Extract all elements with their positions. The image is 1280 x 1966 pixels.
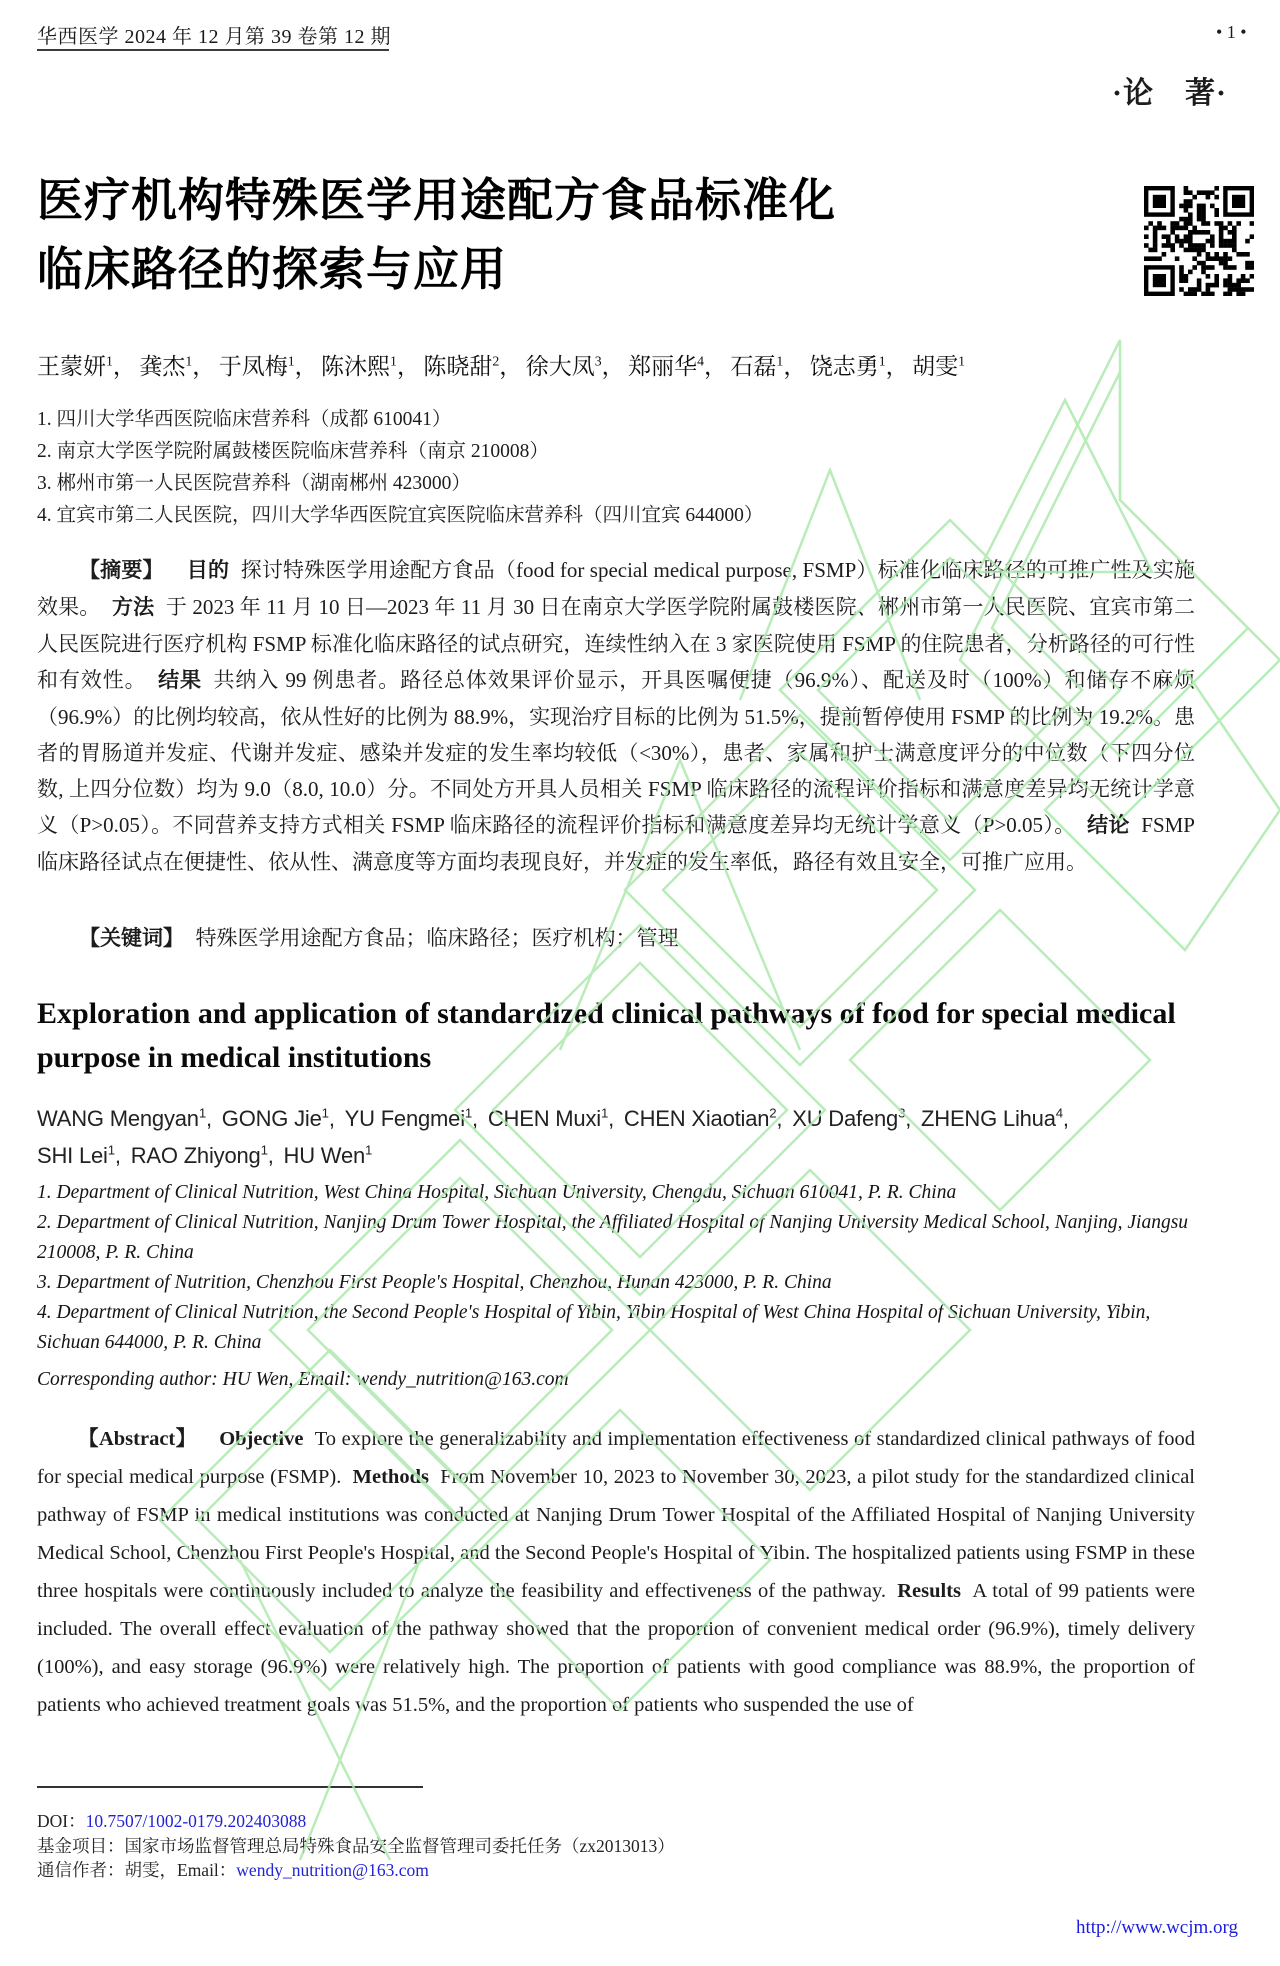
affiliations-cn bbox=[37, 404, 763, 532]
objective-text-en: To explore the generalizability and implementation effectiveness of standardized clinical pathways of food for special medical purpose (FSMP). bbox=[37, 1428, 1195, 1488]
keywords-cn bbox=[37, 922, 1195, 952]
doi-label: DOI： bbox=[37, 1811, 86, 1831]
author-en: CHEN Xiaotian$^2$, bbox=[623, 1105, 783, 1131]
author-en: RAO Zhiyong$^1$, bbox=[130, 1142, 274, 1168]
results-text-en: A total of 99 patients were included. The overall effect evaluation of the pathway showed that the proportion of convenient medical order (96.9%), timely delivery (100%), and easy storage (96.9%) were relatively high. The proportion of patients with good compliance was 88.9%, the proportion of patients who achieved treatment goals was 51.5%, and the proportion of patients who suspended the use of bbox=[37, 1580, 1195, 1716]
author-cn: 王蒙妍$^1$， bbox=[37, 353, 136, 379]
article-title-cn-line1: 医疗机构特殊医学用途配方食品标准化 bbox=[37, 174, 836, 226]
journal-url[interactable]: http://www.wcjm.org bbox=[1076, 1917, 1239, 1938]
conclusion-label-cn: 结论 bbox=[1087, 814, 1130, 837]
authors-en bbox=[37, 1100, 1207, 1174]
corresponding-label: 通信作者：胡雯，Email： bbox=[37, 1860, 237, 1880]
objective-label-en: Objective bbox=[219, 1428, 304, 1450]
article-title-cn-line2: 临床路径的探索与应用 bbox=[37, 243, 507, 295]
footnote-divider bbox=[37, 1786, 423, 1788]
footnotes bbox=[37, 1809, 675, 1883]
author-en: HU Wen$^1$ bbox=[283, 1142, 373, 1168]
affiliations-en bbox=[37, 1178, 1197, 1358]
author-cn: 石磊$^1$， bbox=[730, 353, 807, 379]
author-cn: 陈沐熙$^1$， bbox=[321, 353, 420, 379]
objective-text-cn: 探讨特殊医学用途配方食品（food for special medical purpose, FSMP）标准化临床路径的可推广性及实施效果。 bbox=[37, 558, 1196, 619]
author-en: XU Dafeng$^3$, bbox=[792, 1105, 912, 1131]
author-cn: 徐大凤$^3$， bbox=[525, 353, 625, 379]
affiliation-cn-item: 2. 南京大学医学院附属鼓楼医院临床营养科（南京 210008） bbox=[37, 441, 549, 462]
conclusion-text-cn: FSMP 临床路径试点在便捷性、依从性、满意度等方面均表现良好，并发症的发生率低，路径有效且安全，可推广应用。 bbox=[37, 813, 1195, 874]
keywords-text-cn: 特殊医学用途配方食品；临床路径；医疗机构；管理 bbox=[195, 926, 679, 950]
corresponding-author: Corresponding author: HU Wen, Email: wendy_nutrition@163.com bbox=[37, 1369, 569, 1390]
affiliation-en-item: 1. Department of Clinical Nutrition, West China Hospital, Sichuan University, Chengdu, Sichuan 610041, P. R. China bbox=[37, 1182, 957, 1203]
author-en: ZHENG Lihua$^4$, bbox=[921, 1105, 1069, 1131]
methods-label-en: Methods bbox=[352, 1466, 429, 1488]
author-cn: 陈晓甜$^2$， bbox=[423, 353, 523, 379]
authors-cn bbox=[37, 348, 965, 381]
abstract-label-cn: 【摘要】 bbox=[79, 559, 164, 582]
author-en: CHEN Muxi$^1$, bbox=[487, 1105, 615, 1131]
affiliation-en-item: 4. Department of Clinical Nutrition, the Second People's Hospital of Yibin, Yibin Hospital of West China Hospital of Sichuan University, Yibin, Sichuan 644000, P. R. China bbox=[37, 1302, 1151, 1353]
results-text-cn: 共纳入 99 例患者。路径总体效果评价显示，开具医嘱便捷（96.9%）、配送及时（100%）和储存不麻烦（96.9%）的比例均较高，依从性好的比例为 88.9%，实现治疗目标的比例为 51.5%，提前暂停使用 FSMP 的比例为 19.2%。患者的胃肠道并发症、代谢并发症、感染并发症的发生率均较低（<30%），患者、家属和护士满意度评分的中位数（下四分位数, 上四分位数）均为 9.0（8.0, 10.0）分。不同处方开具人员相关 FSMP 临床路径的流程评价指标和满意度差异均无统计学意义（P>0.05）。不同营养支持方式相关 FSMP 临床路径的流程评价指标和满意度差异均无统计学意义（P>0.05）。 bbox=[37, 668, 1196, 837]
affiliation-cn-item: 3. 郴州市第一人民医院营养科（湖南郴州 423000） bbox=[37, 473, 471, 494]
email-link[interactable]: wendy_nutrition@163.com bbox=[236, 1860, 429, 1880]
funding-note: 基金项目：国家市场监督管理总局特殊食品安全监督管理司委托任务（zx2013013） bbox=[37, 1835, 675, 1856]
author-cn: 于凤梅$^1$， bbox=[218, 353, 318, 379]
results-label-cn: 结果 bbox=[158, 669, 202, 692]
objective-label-cn: 目的 bbox=[186, 559, 230, 582]
methods-text-cn: 于 2023 年 11 月 10 日—2023 年 11 月 30 日在南京大学医学院附属鼓楼医院、郴州市第一人民医院、宜宾市第二人民医院进行医疗机构 FSMP 标准化临床路径的试点研究，连续性纳入在 3 家医院使用 FSMP 的住院患者，分析路径的可行性和有效性。 bbox=[37, 595, 1195, 692]
doi-link[interactable]: 10.7507/1002-0179.202403088 bbox=[85, 1811, 307, 1831]
qr-code bbox=[1144, 186, 1254, 296]
keywords-label-cn: 【关键词】 bbox=[79, 927, 184, 950]
abstract-label-en: 【Abstract】 bbox=[78, 1428, 197, 1450]
section-label: ·论 著· bbox=[1112, 77, 1228, 110]
abstract-cn bbox=[37, 552, 1195, 880]
methods-text-en: From November 10, 2023 to November 30, 2023, a pilot study for the standardized clinical pathway of FSMP in medical institutions was conducted at Nanjing Drum Tower Hospital of the Affiliated Hospital of Nanjing University Medical School, Chenzhou First People's Hospital, and the Second People's Hospital of Yibin. The hospitalized patients using FSMP in these three hospitals were continuously included to analyze the feasibility and effectiveness of the pathway. bbox=[37, 1466, 1195, 1602]
article-title-cn bbox=[37, 166, 836, 304]
author-en: SHI Lei$^1$, bbox=[37, 1142, 121, 1168]
author-en: GONG Jie$^1$, bbox=[221, 1105, 335, 1131]
methods-label-cn: 方法 bbox=[112, 596, 155, 619]
author-en: WANG Mengyan$^1$, bbox=[37, 1105, 212, 1131]
affiliation-cn-item: 1. 四川大学华西医院临床营养科（成都 610041） bbox=[37, 409, 452, 430]
results-label-en: Results bbox=[897, 1580, 962, 1602]
journal-issue-info: 华西医学 2024 年 12 月第 39 卷第 12 期 bbox=[37, 26, 391, 48]
affiliation-en-item: 3. Department of Nutrition, Chenzhou First People's Hospital, Chenzhou, Hunan 423000, P. R. China bbox=[37, 1272, 832, 1293]
author-cn: 龚杰$^1$， bbox=[139, 353, 216, 379]
author-cn: 郑丽华$^4$， bbox=[628, 353, 727, 379]
author-cn: 胡雯$^1$ bbox=[912, 353, 965, 379]
article-title-en: Exploration and application of standardized clinical pathways of food for special medical purpose in medical institutions bbox=[37, 997, 1176, 1074]
doi-line bbox=[37, 1809, 675, 1834]
abstract-en bbox=[37, 1420, 1195, 1724]
affiliation-en-item: 2. Department of Clinical Nutrition, Nanjing Drum Tower Hospital, the Affiliated Hospital of Nanjing University Medical School, Nanjing, Jiangsu 210008, P. R. China bbox=[37, 1212, 1189, 1263]
page-number: • 1 • bbox=[1216, 22, 1247, 42]
header-divider bbox=[37, 49, 389, 51]
corresponding-note bbox=[37, 1858, 675, 1883]
author-cn: 饶志勇$^1$， bbox=[809, 353, 909, 379]
affiliation-cn-item: 4. 宜宾市第二人民医院，四川大学华西医院宜宾医院临床营养科（四川宜宾 644000） bbox=[37, 505, 764, 526]
author-en: YU Fengmei$^1$, bbox=[344, 1105, 478, 1131]
